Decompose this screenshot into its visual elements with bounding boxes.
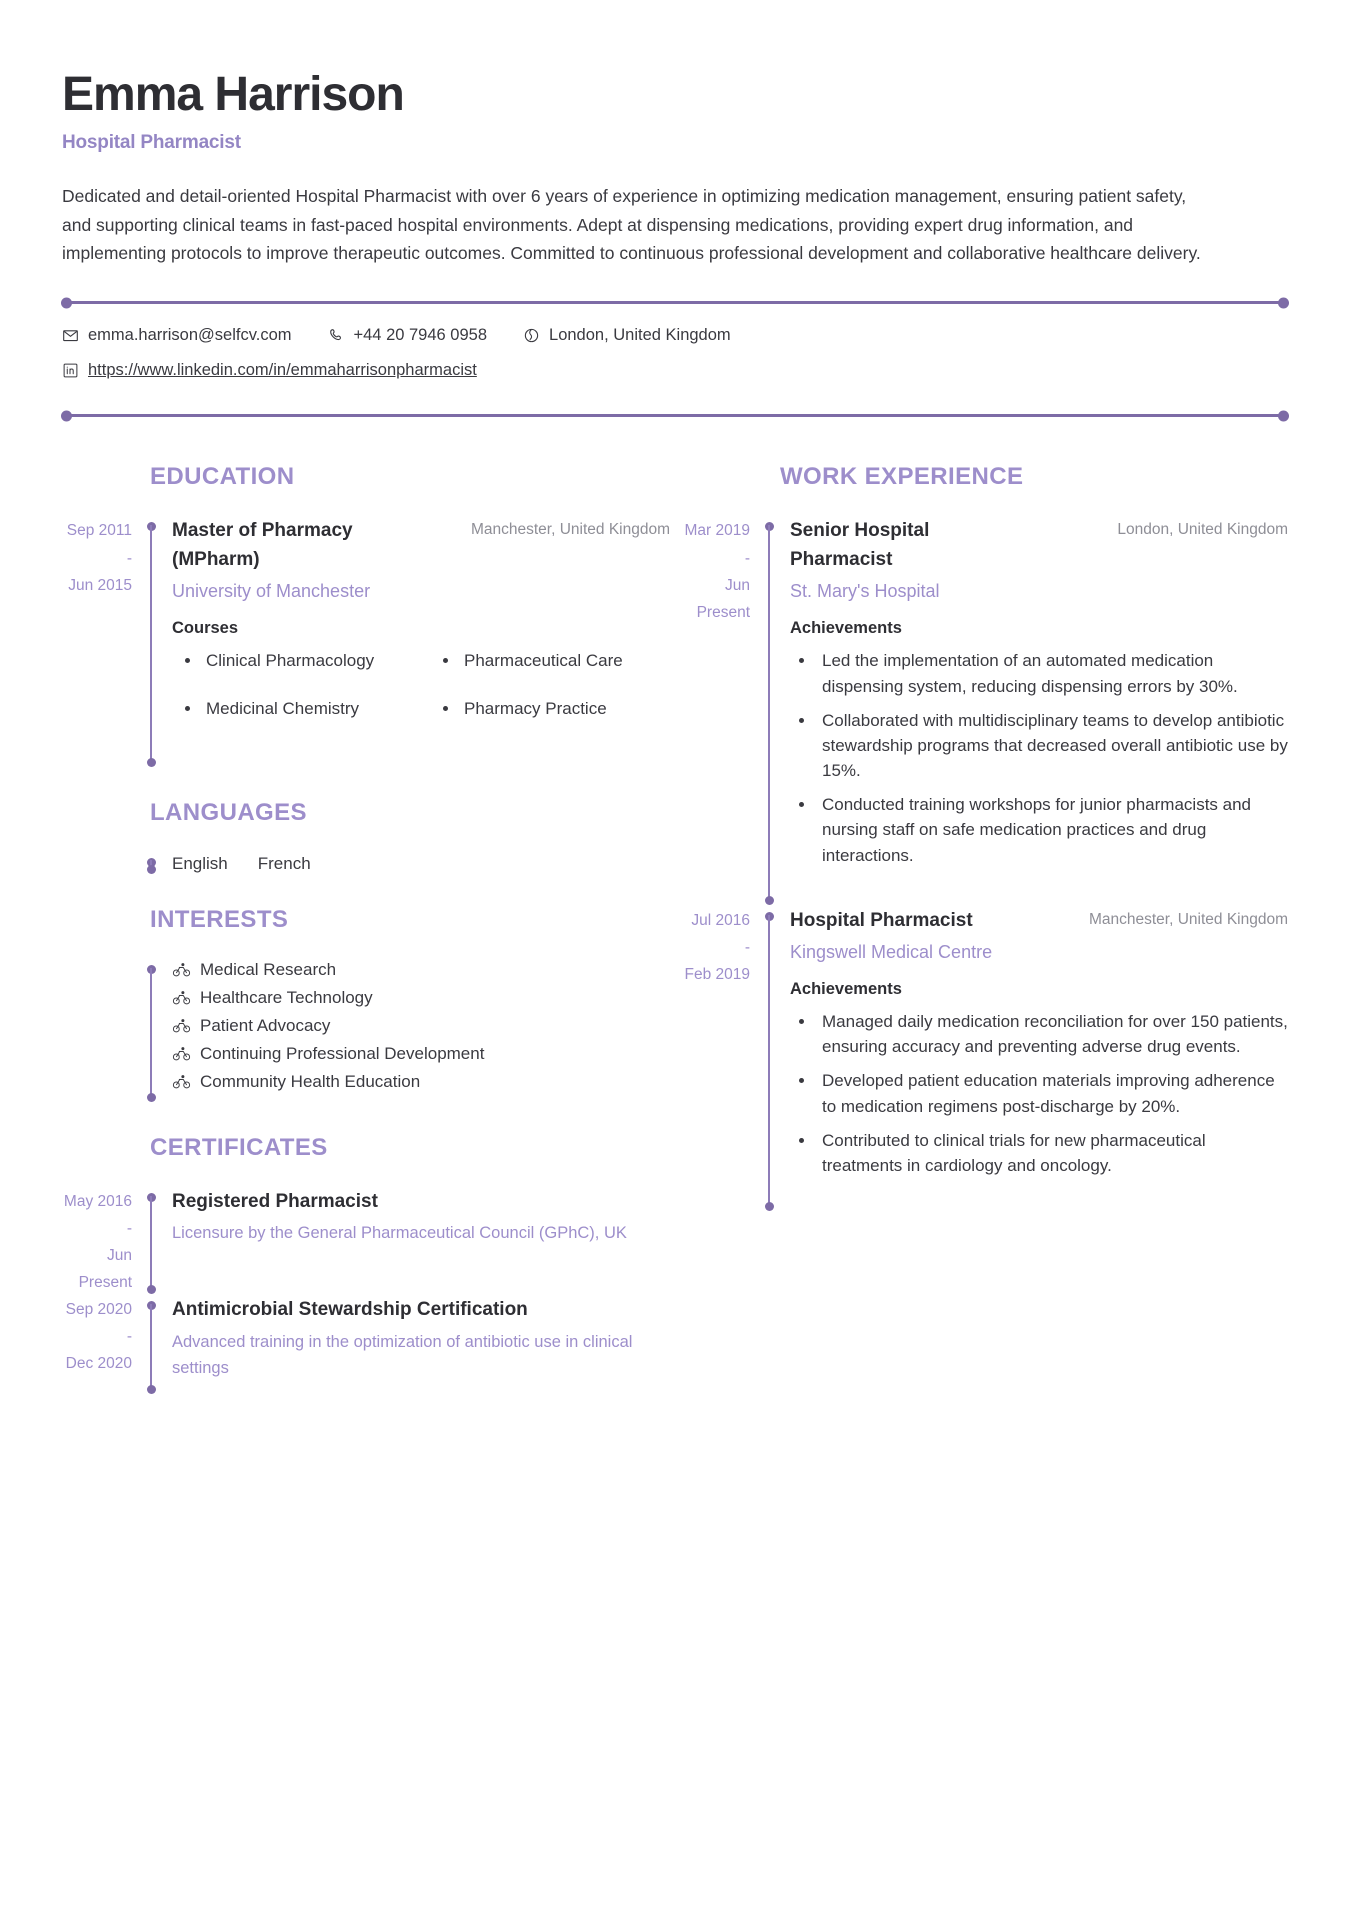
date-separator: - <box>126 1328 132 1346</box>
course-item: • Clinical Pharmacology <box>202 648 412 673</box>
education-entry-head <box>172 517 670 574</box>
interest-item <box>172 960 670 980</box>
date-separator: - <box>744 549 750 567</box>
education-entry-date <box>62 517 146 768</box>
date-start: Sep 2020 <box>65 1301 132 1319</box>
interest-item <box>172 1044 670 1064</box>
work-entry <box>680 517 1288 906</box>
contact-block <box>62 304 1288 380</box>
work-location: Manchester, United Kingdom <box>1088 910 1288 928</box>
certificate-body <box>172 1188 670 1297</box>
certificate-body <box>172 1296 670 1395</box>
timeline-line <box>150 968 152 1098</box>
header-divider-top <box>62 301 1288 304</box>
interests-body <box>172 960 670 1104</box>
certificate-entry <box>62 1188 670 1297</box>
languages-list <box>172 853 670 874</box>
interests-spacer <box>62 960 146 1104</box>
timeline-rail <box>146 517 158 768</box>
header-divider-bottom <box>62 414 1288 417</box>
timeline-rail <box>146 853 158 876</box>
achievements-list <box>790 1009 1288 1178</box>
resume-columns <box>62 433 1288 1395</box>
timeline-dot-bottom <box>147 1093 156 1102</box>
contact-location <box>523 326 731 345</box>
timeline-rail <box>764 907 776 1213</box>
contact-phone[interactable] <box>328 326 488 345</box>
section-title-education: EDUCATION <box>150 463 295 491</box>
contact-row-secondary <box>62 361 1288 380</box>
timeline-rail <box>146 960 158 1104</box>
resume-header <box>62 70 1288 267</box>
date-end: Jun <box>107 1246 132 1264</box>
candidate-job-title: Hospital Pharmacist <box>62 132 241 154</box>
courses-column-right <box>430 648 670 742</box>
envelope-icon <box>62 327 79 344</box>
left-column <box>62 433 670 1395</box>
right-column <box>680 433 1288 1395</box>
date-end-2: Present <box>78 1274 132 1292</box>
certificate-title: Registered Pharmacist <box>172 1190 378 1212</box>
courses-label: Courses <box>172 619 239 638</box>
contact-phone-text: +44 20 7946 0958 <box>353 326 488 345</box>
interest-label: Medical Research <box>200 959 337 979</box>
language-item: English <box>172 853 228 873</box>
bicycle-icon <box>172 1072 191 1091</box>
work-entry-body <box>790 907 1288 1213</box>
candidate-name: Emma Harrison <box>62 68 404 121</box>
certificate-description: Advanced training in the optimization of antibiotic use in clinical settings <box>172 1332 633 1378</box>
date-end-2: Present <box>696 603 750 621</box>
date-start: Mar 2019 <box>684 522 750 540</box>
contact-email[interactable] <box>62 326 292 345</box>
timeline-dot-bottom <box>147 865 156 874</box>
timeline-line <box>150 1196 152 1291</box>
professional-summary: Dedicated and detail-oriented Hospital Pharmacist with over 6 years of experience in optimizing medication management, ensuring patient safety, and supporting clinical teams in fast-paced hospital environments. Adept at dispensing medications, providing expert drug information, and implementing protocols to improve therapeutic outcomes. Committed to continuous professional development and collaborative healthcare delivery. <box>62 186 1201 264</box>
work-entry-date <box>680 517 764 906</box>
achievement-item: • Contributed to clinical trials for new pharmaceutical treatments in cardiology and oncology. <box>816 1128 1288 1178</box>
achievement-item: • Led the implementation of an automated medication dispensing system, reducing dispensing errors by 30%. <box>816 648 1288 698</box>
timeline-line <box>150 1304 152 1389</box>
date-start: May 2016 <box>63 1192 132 1210</box>
date-end: Jun 2015 <box>68 576 132 594</box>
interest-item <box>172 988 670 1008</box>
date-end: Feb 2019 <box>684 965 750 983</box>
interest-item <box>172 1016 670 1036</box>
date-separator: - <box>744 938 750 956</box>
achievements-list <box>790 648 1288 867</box>
courses-column-left <box>172 648 412 742</box>
education-location: Manchester, United Kingdom <box>470 521 670 539</box>
language-item: French <box>257 853 311 873</box>
timeline-rail <box>146 1296 158 1395</box>
education-entry <box>62 517 670 768</box>
interest-label: Continuing Professional Development <box>200 1043 485 1063</box>
course-item: • Pharmaceutical Care <box>460 648 670 673</box>
globe-pin-icon <box>523 327 540 344</box>
date-start: Sep 2011 <box>66 522 132 540</box>
achievements-label: Achievements <box>790 619 902 638</box>
interest-label: Healthcare Technology <box>200 987 373 1007</box>
section-title-work-experience: WORK EXPERIENCE <box>780 463 1024 491</box>
work-entry-body <box>790 517 1288 906</box>
work-entry-head <box>790 517 1288 574</box>
languages-entry <box>62 853 670 876</box>
certificate-entry <box>62 1296 670 1395</box>
course-item: • Medicinal Chemistry <box>202 696 412 721</box>
bicycle-icon <box>172 1016 191 1035</box>
timeline-dot-bottom <box>147 758 156 767</box>
languages-spacer <box>62 853 146 876</box>
contact-linkedin-text: https://www.linkedin.com/in/emmaharrisonpharmacist <box>88 361 477 380</box>
work-title: Hospital Pharmacist <box>790 909 973 931</box>
date-start: Jul 2016 <box>691 911 750 929</box>
date-end: Jun <box>725 576 750 594</box>
timeline-line <box>150 525 152 762</box>
section-title-languages: LANGUAGES <box>150 798 307 826</box>
work-entry-head <box>790 907 1288 936</box>
section-title-certificates: CERTIFICATES <box>150 1133 328 1161</box>
phone-icon <box>328 327 345 344</box>
work-entry <box>680 907 1288 1213</box>
contact-email-text: emma.harrison@selfcv.com <box>88 326 292 345</box>
certificate-description: Licensure by the General Pharmaceutical Council (GPhC), UK <box>172 1224 627 1243</box>
achievement-item: • Developed patient education materials improving adherence to medication regimens post-discharge by 20%. <box>816 1068 1288 1118</box>
timeline-dot-bottom <box>147 1285 156 1294</box>
timeline-line <box>768 915 770 1207</box>
timeline-dot-bottom <box>147 1385 156 1394</box>
certificate-title: Antimicrobial Stewardship Certification <box>172 1299 528 1321</box>
interests-entry <box>62 960 670 1104</box>
date-end: Dec 2020 <box>65 1355 132 1373</box>
interest-label: Community Health Education <box>200 1071 421 1091</box>
work-title: Senior Hospital Pharmacist <box>790 520 930 570</box>
education-entry-body <box>172 517 670 768</box>
contact-location-text: London, United Kingdom <box>549 326 731 345</box>
timeline-rail <box>146 1188 158 1297</box>
timeline-dot-bottom <box>765 1202 774 1211</box>
achievements-label: Achievements <box>790 980 902 999</box>
certificate-entry-date <box>62 1188 146 1297</box>
timeline-line <box>768 525 770 900</box>
interest-label: Patient Advocacy <box>200 1015 331 1035</box>
interest-item <box>172 1072 670 1092</box>
timeline-rail <box>764 517 776 906</box>
achievement-item: • Managed daily medication reconciliation for over 150 patients, ensuring accuracy and preventing adverse drug events. <box>816 1009 1288 1059</box>
bicycle-icon <box>172 1044 191 1063</box>
bicycle-icon <box>172 988 191 1007</box>
work-location: London, United Kingdom <box>1117 521 1288 539</box>
certificate-entry-date <box>62 1296 146 1395</box>
achievement-item: • Collaborated with multidisciplinary teams to develop antibiotic stewardship programs that decreased overall antibiotic use by 15%. <box>816 708 1288 783</box>
contact-linkedin[interactable] <box>62 361 477 380</box>
course-item: • Pharmacy Practice <box>460 696 670 721</box>
date-separator: - <box>126 1219 132 1237</box>
courses-grid <box>172 648 670 742</box>
work-company: St. Mary's Hospital <box>790 581 940 602</box>
work-company: Kingswell Medical Centre <box>790 942 993 963</box>
timeline-dot-bottom <box>765 896 774 905</box>
date-separator: - <box>126 549 132 567</box>
bicycle-icon <box>172 960 191 979</box>
school-name: University of Manchester <box>172 581 371 602</box>
contact-row-primary <box>62 326 1288 345</box>
work-entry-date <box>680 907 764 1213</box>
achievement-item: • Conducted training workshops for junior pharmacists and nursing staff on safe medication practices and drug interactions. <box>816 792 1288 867</box>
languages-body <box>172 853 670 876</box>
linkedin-icon <box>62 362 79 379</box>
degree-title: Master of Pharmacy (MPharm) <box>172 520 353 570</box>
section-title-interests: INTERESTS <box>150 905 289 933</box>
